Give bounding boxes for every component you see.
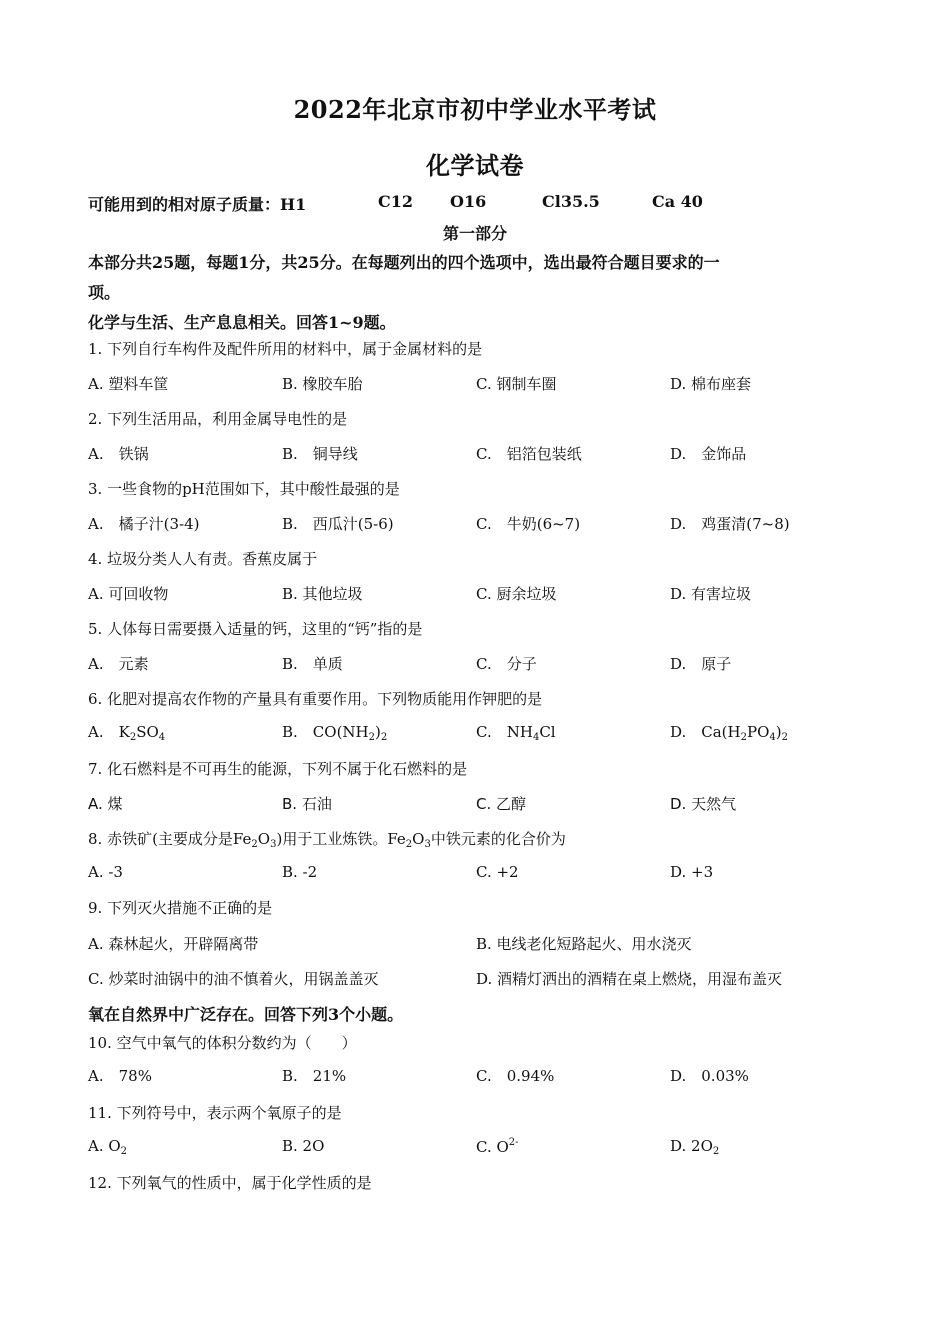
part-heading: 第一部分 [442, 224, 507, 243]
question-11-stem: 11. 下列符号中，表示两个氧原子的是 [88, 1104, 342, 1122]
q10-option-a: A. 78% [88, 1067, 152, 1085]
atomic-mass-cl: Cl35.5 [542, 192, 600, 211]
group-intro-2: 氧在自然界中广泛存在。回答下列3个小题。 [88, 1005, 404, 1024]
q10-option-c: C. 0.94% [476, 1067, 555, 1085]
part-instructions-1: 本部分共25题，每题1分，共25分。在每题列出的四个选项中，选出最符合题目要求的一 [88, 253, 720, 272]
q8-option-c: C. +2 [476, 863, 519, 881]
q2-option-d: D. 金饰品 [670, 445, 747, 463]
question-2-stem: 2. 下列生活用品，利用金属导电性的是 [88, 410, 348, 428]
q4-option-c: C. 厨余垃圾 [476, 585, 557, 603]
q2-option-b: B. 铜导线 [282, 445, 358, 463]
q11-option-a: A. $O_2$ [88, 1137, 128, 1157]
q9-option-b: B. 电线老化短路起火、用水浇灭 [476, 935, 692, 953]
question-9-stem: 9. 下列灭火措施不正确的是 [88, 899, 273, 917]
atomic-mass-o: O16 [450, 192, 487, 211]
q2-option-a: A. 铁锅 [88, 445, 149, 463]
atomic-masses-label: 可能用到的相对原子质量： [88, 195, 281, 214]
question-10-stem: 10. 空气中氧气的体积分数约为（ ） [88, 1034, 357, 1052]
q5-option-c: C. 分子 [476, 655, 537, 673]
q5-option-b: B. 单质 [282, 655, 343, 673]
q5-option-d: D. 原子 [670, 655, 732, 673]
q8-option-d: D. +3 [670, 863, 714, 881]
part-instructions-2: 项。 [88, 283, 121, 302]
q7-option-d: D. 天然气 [670, 795, 737, 813]
q9-option-d: D. 酒精灯洒出的酒精在桌上燃烧，用湿布盖灭 [476, 970, 783, 988]
q8-option-b: B. -2 [282, 863, 318, 881]
atomic-mass-c: C12 [378, 192, 413, 211]
question-1-stem: 1. 下列自行车构件及配件所用的材料中，属于金属材料的是 [88, 340, 483, 358]
question-6-stem: 6. 化肥对提高农作物的产量具有重要作用。下列物质能用作钾肥的是 [88, 690, 543, 708]
q11-option-d: D. $2O_2$ [670, 1137, 720, 1157]
q4-option-a: A. 可回收物 [88, 585, 169, 603]
q3-option-d: D. 鸡蛋清(7~8) [670, 515, 790, 533]
q9-option-a: A. 森林起火，开辟隔离带 [88, 935, 259, 953]
q10-option-b: B. 21% [282, 1067, 347, 1085]
atomic-mass-ca: Ca 40 [652, 192, 703, 211]
q7-option-a: A. 煤 [88, 795, 123, 813]
q1-option-a: A. 塑料车筐 [88, 375, 169, 393]
atomic-masses-line [88, 192, 510, 215]
q1-option-d: D. 棉布座套 [670, 375, 752, 393]
exam-title: 2022年北京市初中学业水平考试 [293, 95, 657, 124]
q7-option-c: C. 乙醇 [476, 795, 527, 813]
q11-option-b: B. 2O [282, 1137, 325, 1155]
q4-option-b: B. 其他垃圾 [282, 585, 363, 603]
question-8-stem: 8. 赤铁矿(主要成分是$Fe_2O_3$)用于工业炼铁。$Fe_2O_3$中铁元素的化合价为 [88, 830, 566, 850]
q6-option-a: A. $K_2SO_4$ [88, 723, 166, 743]
question-7-stem: 7. 化石燃料是不可再生的能源，下列不属于化石燃料的是 [88, 760, 468, 778]
q8-option-a: A. -3 [88, 863, 123, 881]
q5-option-a: A. 元素 [88, 655, 149, 673]
group-intro-1: 化学与生活、生产息息相关。回答1~9题。 [88, 313, 396, 332]
exam-subtitle: 化学试卷 [426, 151, 524, 180]
q3-option-a: A. 橘子汁(3-4) [88, 515, 200, 533]
q7-option-b: B. 石油 [282, 795, 332, 813]
q6-option-c: C. $NH_4Cl$ [476, 723, 556, 743]
question-4-stem: 4. 垃圾分类人人有责。香蕉皮属于 [88, 550, 318, 568]
q3-option-c: C. 牛奶(6~7) [476, 515, 581, 533]
atomic-mass-h: H1 [280, 195, 307, 214]
question-5-stem: 5. 人体每日需要摄入适量的钙，这里的“钙”指的是 [88, 620, 423, 638]
q1-option-c: C. 钢制车圈 [476, 375, 557, 393]
question-3-stem: 3. 一些食物的pH范围如下，其中酸性最强的是 [88, 480, 400, 498]
q10-option-d: D. 0.03% [670, 1067, 749, 1085]
q11-option-c: C. $O^{2-}$ [476, 1137, 519, 1156]
question-12-stem: 12. 下列氧气的性质中，属于化学性质的是 [88, 1174, 372, 1192]
q6-option-b: B. $CO(NH_2)_2$ [282, 723, 388, 743]
q9-option-c: C. 炒菜时油锅中的油不慎着火，用锅盖盖灭 [88, 970, 379, 988]
q2-option-c: C. 铝箔包装纸 [476, 445, 582, 463]
q6-option-d: D. $Ca(H_2PO_4)_2$ [670, 723, 788, 743]
q3-option-b: B. 西瓜汁(5-6) [282, 515, 394, 533]
q1-option-b: B. 橡胶车胎 [282, 375, 363, 393]
q4-option-d: D. 有害垃圾 [670, 585, 752, 603]
